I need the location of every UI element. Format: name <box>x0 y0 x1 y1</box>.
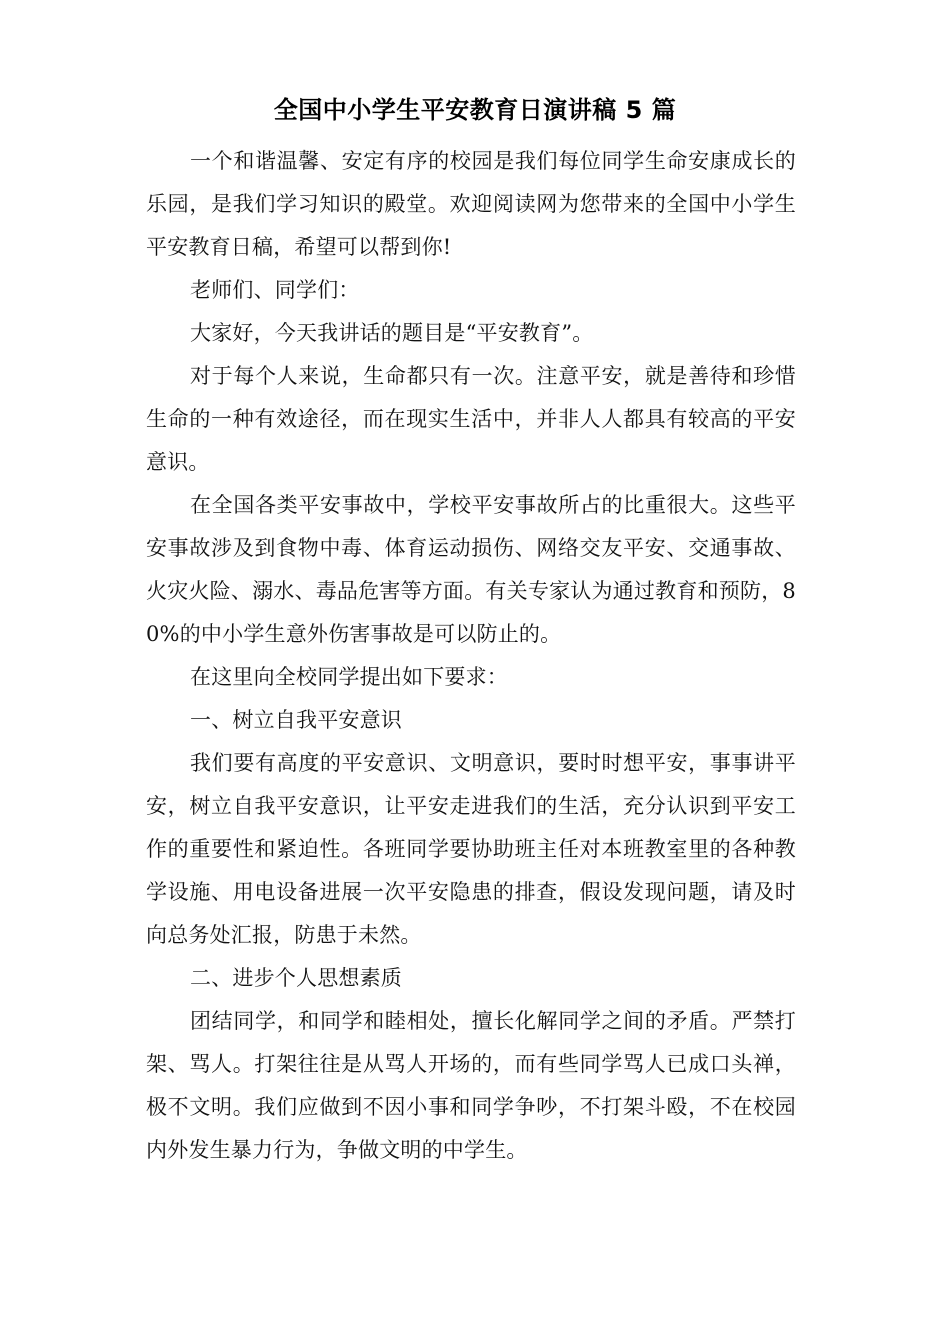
paragraph-salutation: 老师们、同学们： <box>190 278 360 302</box>
document-body <box>146 140 796 1172</box>
paragraph-section-2: 团结同学，和同学和睦相处，擅长化解同学之间的矛盾。严禁打架、骂人。打架往往是从骂人开场的，而有些同学骂人已成口头禅，极不文明。我们应做到不因小事和同学争吵，不打架斗殴，不在校园内外发生暴力行为，争做文明的中学生。 <box>146 1009 796 1162</box>
paragraph-requirements: 在这里向全校同学提出如下要求： <box>190 665 508 689</box>
paragraph-section-1: 我们要有高度的平安意识、文明意识，要时时想平安，事事讲平安，树立自我平安意识，让平安走进我们的生活，充分认识到平安工作的重要性和紧迫性。各班同学要协助班主任对本班教室里的各种教学设施、用电设备进展一次平安隐患的排查，假设发现问题，请及时向总务处汇报，防患于未然。 <box>146 751 796 947</box>
paragraph-greeting: 大家好，今天我讲话的题目是“平安教育”。 <box>190 321 594 345</box>
section-heading-1: 一、树立自我平安意识 <box>190 708 402 732</box>
paragraph-accidents: 在全国各类平安事故中，学校平安事故所占的比重很大。这些平安事故涉及到食物中毒、体育运动损伤、网络交友平安、交通事故、火灾火险、溺水、毒品危害等方面。有关专家认为通过教育和预防，80%的中小学生意外伤害事故是可以防止的。 <box>146 493 796 646</box>
section-heading-2: 二、进步个人思想素质 <box>190 966 402 990</box>
paragraph-life-once: 对于每个人来说，生命都只有一次。注意平安，就是善待和珍惜生命的一种有效途径，而在现实生活中，并非人人都具有较高的平安意识。 <box>146 364 796 474</box>
document-title: 全国中小学生平安教育日演讲稿 5 篇 <box>273 96 677 124</box>
paragraph-intro: 一个和谐温馨、安定有序的校园是我们每位同学生命安康成长的乐园，是我们学习知识的殿堂。欢迎阅读网为您带来的全国中小学生平安教育日稿，希望可以帮到你! <box>146 149 796 259</box>
